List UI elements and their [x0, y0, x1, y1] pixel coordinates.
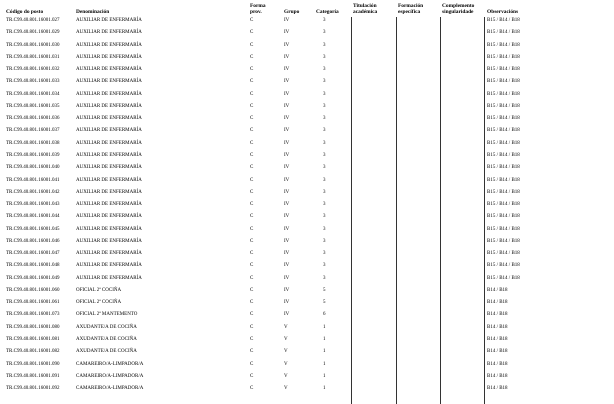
table-row	[0, 337, 614, 347]
cell-forma: C	[250, 189, 254, 195]
table-row	[0, 325, 614, 335]
cell-codigo: TR.C99.40.801.16001.081	[6, 337, 60, 343]
cell-categoria: 3	[323, 251, 326, 257]
table-row	[0, 141, 614, 151]
cell-grupo: IV	[284, 79, 290, 85]
cell-forma: C	[250, 202, 254, 208]
cell-grupo: IV	[284, 214, 290, 220]
table-row	[0, 116, 614, 126]
table-row	[0, 239, 614, 249]
cell-denominacion: AUXILIAR DE ENFERMARÍA	[76, 177, 142, 183]
header-denominacion: Denominación	[76, 9, 110, 15]
table-row	[0, 349, 614, 359]
table-row	[0, 92, 614, 102]
cell-grupo: IV	[284, 103, 290, 109]
cell-codigo: TR.C99.40.801.16001.030	[6, 42, 60, 48]
cell-denominacion: AUXILIAR DE ENFERMARÍA	[76, 54, 142, 60]
cell-observacions: B15 / B14 / B18	[487, 128, 520, 134]
header-formacion: Formación específica	[398, 3, 424, 15]
cell-codigo: TR.C99.40.801.16001.041	[6, 177, 60, 183]
cell-codigo: TR.C99.40.801.16001.037	[6, 128, 60, 134]
cell-denominacion: AUXILIAR DE ENFERMARÍA	[76, 275, 142, 281]
cell-denominacion: CAMAREIRO/A-LIMPADOR/A	[76, 361, 144, 367]
cell-codigo: TR.C99.40.801.16001.027	[6, 18, 60, 23]
cell-categoria: 1	[323, 373, 326, 379]
table-row	[0, 67, 614, 77]
table-row	[0, 386, 614, 396]
cell-codigo: TR.C99.40.801.16001.033	[6, 79, 60, 85]
cell-codigo: TR.C99.40.801.16001.040	[6, 165, 60, 171]
header-categoria: Categoría	[316, 9, 339, 15]
cell-forma: C	[250, 238, 254, 244]
cell-codigo: TR.C99.40.801.16001.046	[6, 238, 60, 244]
table-row	[0, 374, 614, 384]
cell-codigo: TR.C99.40.801.16001.047	[6, 251, 60, 257]
cell-codigo: TR.C99.40.801.16001.038	[6, 140, 60, 146]
cell-codigo: TR.C99.40.801.16001.032	[6, 67, 60, 73]
cell-forma: C	[250, 251, 254, 257]
cell-grupo: IV	[284, 189, 290, 195]
cell-categoria: 1	[323, 386, 326, 392]
cell-denominacion: AUXILIAR DE ENFERMARÍA	[76, 238, 142, 244]
cell-grupo: IV	[284, 18, 290, 23]
cell-codigo: TR.C99.40.801.16001.060	[6, 287, 60, 293]
cell-categoria: 1	[323, 337, 326, 343]
cell-grupo: IV	[284, 67, 290, 73]
cell-denominacion: AXUDANTE/A DE COCIÑA	[76, 337, 137, 343]
header-titulacion: Titulación académica	[353, 3, 378, 15]
cell-forma: C	[250, 128, 254, 134]
cell-observacions: B15 / B14 / B18	[487, 226, 520, 232]
table-row	[0, 128, 614, 138]
cell-denominacion: OFICIAL 2ª COCIÑA	[76, 287, 122, 293]
cell-codigo: TR.C99.40.801.16001.043	[6, 202, 60, 208]
cell-categoria: 3	[323, 140, 326, 146]
cell-denominacion: AUXILIAR DE ENFERMARÍA	[76, 79, 142, 85]
cell-codigo: TR.C99.40.801.16001.039	[6, 152, 60, 158]
cell-observacions: B15 / B14 / B18	[487, 189, 520, 195]
cell-codigo: TR.C99.40.801.16001.049	[6, 275, 60, 281]
cell-grupo: V	[284, 361, 288, 367]
cell-grupo: IV	[284, 300, 290, 306]
cell-codigo: TR.C99.40.801.16001.061	[6, 300, 60, 306]
table-row	[0, 251, 614, 261]
cell-observacions: B15 / B14 / B18	[487, 152, 520, 158]
table-row	[0, 227, 614, 237]
cell-denominacion: AUXILIAR DE ENFERMARÍA	[76, 251, 142, 257]
cell-observacions: B15 / B14 / B18	[487, 202, 520, 208]
cell-codigo: TR.C99.40.801.16001.048	[6, 263, 60, 269]
cell-observacions: B15 / B14 / B18	[487, 238, 520, 244]
cell-categoria: 3	[323, 42, 326, 48]
cell-forma: C	[250, 42, 254, 48]
cell-denominacion: AUXILIAR DE ENFERMARÍA	[76, 91, 142, 97]
cell-grupo: IV	[284, 165, 290, 171]
cell-observacions: B15 / B14 / B18	[487, 275, 520, 281]
cell-grupo: IV	[284, 140, 290, 146]
table-row	[0, 43, 614, 53]
cell-categoria: 3	[323, 103, 326, 109]
cell-categoria: 3	[323, 30, 326, 36]
cell-denominacion: AUXILIAR DE ENFERMARÍA	[76, 152, 142, 158]
cell-forma: C	[250, 337, 254, 343]
cell-forma: C	[250, 18, 254, 23]
cell-codigo: TR.C99.40.801.16001.044	[6, 214, 60, 220]
cell-categoria: 3	[323, 189, 326, 195]
cell-categoria: 1	[323, 349, 326, 355]
table-row	[0, 104, 614, 114]
cell-grupo: IV	[284, 251, 290, 257]
cell-observacions: B15 / B14 / B18	[487, 67, 520, 73]
table-row	[0, 263, 614, 273]
cell-denominacion: AUXILIAR DE ENFERMARÍA	[76, 214, 142, 220]
cell-observacions: B15 / B14 / B18	[487, 251, 520, 257]
cell-grupo: IV	[284, 202, 290, 208]
cell-grupo: IV	[284, 116, 290, 122]
cell-denominacion: AUXILIAR DE ENFERMARÍA	[76, 30, 142, 36]
header-observacions: Observacións	[487, 9, 519, 15]
cell-forma: C	[250, 287, 254, 293]
cell-observacions: B15 / B14 / B18	[487, 140, 520, 146]
cell-forma: C	[250, 152, 254, 158]
table-row	[0, 276, 614, 286]
cell-categoria: 3	[323, 263, 326, 269]
cell-observacions: B15 / B14 / B18	[487, 263, 520, 269]
cell-categoria: 3	[323, 275, 326, 281]
table-row	[0, 214, 614, 224]
table-row	[0, 312, 614, 322]
cell-codigo: TR.C99.40.801.16001.080	[6, 324, 60, 330]
cell-denominacion: AUXILIAR DE ENFERMARÍA	[76, 226, 142, 232]
cell-grupo: IV	[284, 128, 290, 134]
cell-codigo: TR.C99.40.801.16001.092	[6, 386, 60, 392]
cell-categoria: 3	[323, 79, 326, 85]
cell-denominacion: AUXILIAR DE ENFERMARÍA	[76, 42, 142, 48]
cell-codigo: TR.C99.40.801.16001.036	[6, 116, 60, 122]
cell-observacions: B15 / B14 / B18	[487, 214, 520, 220]
table-row	[0, 18, 614, 28]
cell-observacions: B14 / B18	[487, 373, 508, 379]
cell-observacions: B14 / B18	[487, 312, 508, 318]
cell-forma: C	[250, 324, 254, 330]
cell-codigo: TR.C99.40.801.16001.045	[6, 226, 60, 232]
cell-observacions: B15 / B14 / B18	[487, 30, 520, 36]
cell-forma: C	[250, 263, 254, 269]
cell-denominacion: CAMAREIRO/A-LIMPADOR/A	[76, 373, 144, 379]
cell-forma: C	[250, 373, 254, 379]
cell-grupo: IV	[284, 312, 290, 318]
cell-codigo: TR.C99.40.801.16001.073	[6, 312, 60, 318]
table-row	[0, 79, 614, 89]
cell-grupo: IV	[284, 263, 290, 269]
cell-observacions: B15 / B14 / B18	[487, 165, 520, 171]
cell-grupo: V	[284, 324, 288, 330]
cell-forma: C	[250, 91, 254, 97]
cell-categoria: 3	[323, 91, 326, 97]
header-codigo: Código do posto	[6, 9, 44, 15]
cell-codigo: TR.C99.40.801.16001.090	[6, 361, 60, 367]
cell-forma: C	[250, 226, 254, 232]
cell-forma: C	[250, 361, 254, 367]
cell-forma: C	[250, 116, 254, 122]
cell-observacions: B14 / B18	[487, 324, 508, 330]
cell-grupo: V	[284, 337, 288, 343]
cell-denominacion: AUXILIAR DE ENFERMARÍA	[76, 18, 142, 23]
cell-codigo: TR.C99.40.801.16001.035	[6, 103, 60, 109]
cell-categoria: 1	[323, 361, 326, 367]
cell-forma: C	[250, 349, 254, 355]
cell-forma: C	[250, 67, 254, 73]
cell-observacions: B14 / B18	[487, 300, 508, 306]
cell-observacions: B15 / B14 / B18	[487, 54, 520, 60]
cell-categoria: 5	[323, 287, 326, 293]
cell-categoria: 3	[323, 202, 326, 208]
cell-forma: C	[250, 312, 254, 318]
table-row	[0, 190, 614, 200]
cell-codigo: TR.C99.40.801.16001.031	[6, 54, 60, 60]
cell-observacions: B15 / B14 / B18	[487, 79, 520, 85]
cell-categoria: 3	[323, 18, 326, 23]
cell-denominacion: AUXILIAR DE ENFERMARÍA	[76, 128, 142, 134]
cell-grupo: V	[284, 373, 288, 379]
cell-observacions: B14 / B18	[487, 349, 508, 355]
cell-observacions: B15 / B14 / B18	[487, 116, 520, 122]
table-row	[0, 30, 614, 40]
cell-denominacion: AUXILIAR DE ENFERMARÍA	[76, 202, 142, 208]
cell-denominacion: AXUDANTE/A DE COCIÑA	[76, 349, 137, 355]
cell-denominacion: AUXILIAR DE ENFERMARÍA	[76, 67, 142, 73]
cell-grupo: IV	[284, 54, 290, 60]
cell-forma: C	[250, 79, 254, 85]
cell-categoria: 3	[323, 214, 326, 220]
cell-observacions: B14 / B18	[487, 386, 508, 392]
cell-grupo: IV	[284, 30, 290, 36]
cell-observacions: B15 / B14 / B18	[487, 91, 520, 97]
cell-denominacion: AUXILIAR DE ENFERMARÍA	[76, 103, 142, 109]
cell-grupo: IV	[284, 152, 290, 158]
table-row	[0, 300, 614, 310]
cell-forma: C	[250, 54, 254, 60]
table-row	[0, 153, 614, 163]
cell-denominacion: AUXILIAR DE ENFERMARÍA	[76, 116, 142, 122]
cell-grupo: IV	[284, 238, 290, 244]
cell-observacions: B14 / B18	[487, 337, 508, 343]
cell-denominacion: OFICIAL 2ª MANTEMENTO	[76, 312, 138, 318]
cell-denominacion: AUXILIAR DE ENFERMARÍA	[76, 189, 142, 195]
cell-grupo: V	[284, 349, 288, 355]
header-forma: Forma prov.	[250, 3, 266, 15]
cell-codigo: TR.C99.40.801.16001.091	[6, 373, 60, 379]
cell-categoria: 3	[323, 54, 326, 60]
cell-denominacion: AUXILIAR DE ENFERMARÍA	[76, 140, 142, 146]
cell-categoria: 1	[323, 324, 326, 330]
cell-observacions: B15 / B14 / B18	[487, 103, 520, 109]
cell-grupo: IV	[284, 287, 290, 293]
table-row	[0, 202, 614, 212]
cell-forma: C	[250, 30, 254, 36]
cell-grupo: IV	[284, 42, 290, 48]
cell-denominacion: CAMAREIRO/A-LIMPADOR/A	[76, 386, 144, 392]
cell-categoria: 3	[323, 67, 326, 73]
cell-codigo: TR.C99.40.801.16001.029	[6, 30, 60, 36]
header-complemento: Complemento singularidade	[442, 3, 475, 15]
cell-forma: C	[250, 103, 254, 109]
cell-categoria: 6	[323, 312, 326, 318]
cell-grupo: IV	[284, 91, 290, 97]
cell-categoria: 3	[323, 226, 326, 232]
cell-categoria: 3	[323, 177, 326, 183]
table-row	[0, 165, 614, 175]
cell-codigo: TR.C99.40.801.16001.082	[6, 349, 60, 355]
cell-grupo: V	[284, 386, 288, 392]
table-row	[0, 178, 614, 188]
cell-forma: C	[250, 177, 254, 183]
cell-observacions: B15 / B14 / B18	[487, 177, 520, 183]
cell-forma: C	[250, 300, 254, 306]
cell-observacions: B15 / B14 / B18	[487, 42, 520, 48]
cell-forma: C	[250, 165, 254, 171]
cell-denominacion: AXUDANTE/A DE COCIÑA	[76, 324, 137, 330]
cell-codigo: TR.C99.40.801.16001.034	[6, 91, 60, 97]
cell-categoria: 3	[323, 238, 326, 244]
table-row	[0, 362, 614, 372]
cell-codigo: TR.C99.40.801.16001.042	[6, 189, 60, 195]
table-row	[0, 288, 614, 298]
cell-grupo: IV	[284, 177, 290, 183]
cell-categoria: 3	[323, 116, 326, 122]
cell-grupo: IV	[284, 275, 290, 281]
cell-forma: C	[250, 275, 254, 281]
cell-denominacion: AUXILIAR DE ENFERMARÍA	[76, 263, 142, 269]
cell-categoria: 3	[323, 152, 326, 158]
header-grupo: Grupo	[284, 9, 300, 15]
cell-categoria: 3	[323, 128, 326, 134]
cell-observacions: B14 / B18	[487, 287, 508, 293]
cell-categoria: 5	[323, 300, 326, 306]
cell-categoria: 3	[323, 165, 326, 171]
cell-forma: C	[250, 214, 254, 220]
cell-forma: C	[250, 386, 254, 392]
table-row	[0, 55, 614, 65]
cell-observacions: B14 / B18	[487, 361, 508, 367]
cell-grupo: IV	[284, 226, 290, 232]
cell-observacions: B15 / B14 / B18	[487, 18, 520, 23]
cell-denominacion: OFICIAL 2ª COCIÑA	[76, 300, 122, 306]
cell-denominacion: AUXILIAR DE ENFERMARÍA	[76, 165, 142, 171]
cell-forma: C	[250, 140, 254, 146]
